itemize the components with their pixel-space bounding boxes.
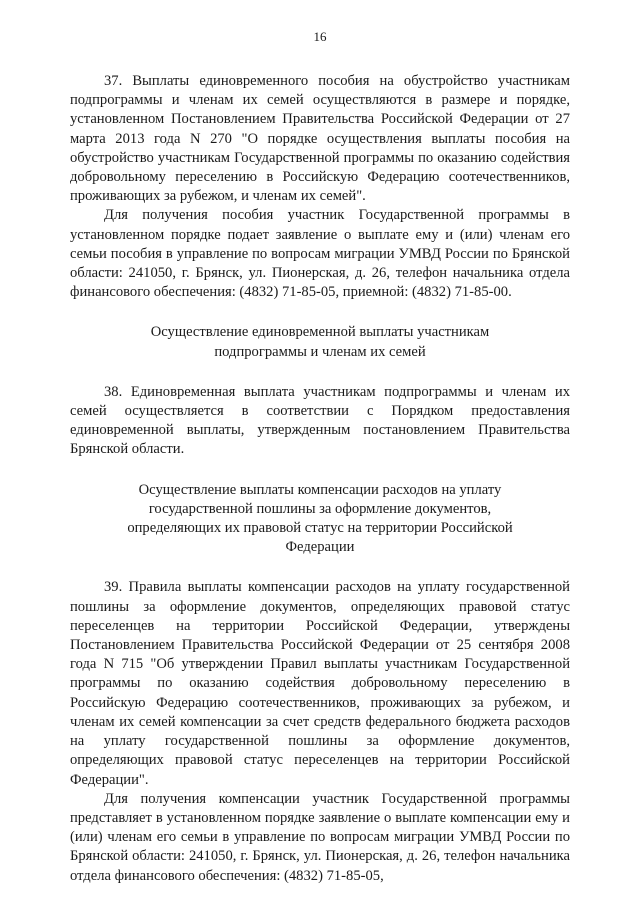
paragraph-39: 39. Правила выплаты компенсации расходов на уплату государственной пошлины за оформление документов, определяющих правовой статус переселенцев на территории Российской Федерации, утверждены Постановлением Правительства Российской Федерации от 25 сентября 2008 года N 715 "Об утверждении Правил выплаты участникам Государственной программы по оказанию содействия добровольному переселению в Российскую Федерацию соотечественников, проживающих за рубежом, и членам их семей компенсации за счет средств федерального бюджета расходов на уплату государственной пошлины за оформление документов, определяющих правовой статус переселенцев на территории Российской Федерации".: [70, 579, 570, 788]
section-heading-lump-sum-payment: Осуществление единовременной выплаты участникам подпрограммы и членам их семей: [150, 324, 490, 360]
paragraph-37: 37. Выплаты единовременного пособия на обустройство участникам подпрограммы и членам их семей осуществляются в размере и порядке, установленном Постановлением Правительства Российской Федерации от 27 марта 2013 года N 270 "О порядке осуществления выплаты пособия на обустройство участникам Государственной программы по оказанию содействия добровольному переселению в Российскую Федерацию соотечественников, проживающих за рубежом, и членам их семей".: [70, 73, 570, 205]
paragraph-38: 38. Единовременная выплата участникам подпрограммы и членам их семей осуществляется в соответствии с Порядком предоставления единовременной выплаты, утвержденным постановлением Правительства Брянской области.: [70, 383, 570, 458]
paragraph-37-application: Для получения пособия участник Государственной программы в установленном порядке подает заявление о выплате ему и (или) членам его семьи пособия в управление по вопросам миграции УМВД России по Брянской области: 241050, г. Брянск, ул. Пионерская, д. 26, телефон начальника отдела финансового обеспечения: (4832) 71-85-05, приемной: (4832) 71-85-00.: [70, 207, 570, 301]
page-number: 16: [313, 29, 327, 44]
paragraph-39-application: Для получения компенсации участник Государственной программы представляет в установленном порядке заявление о выплате компенсации ему и (или) членам его семьи в управление по вопросам миграции УМВД России по Брянской области: 241050, г. Брянск, ул. Пионерская, д. 26, телефон начальника отдела финансового обеспечения: (4832) 71-85-05,: [70, 790, 570, 884]
section-heading-duty-compensation: Осуществление выплаты компенсации расходов на уплату государственной пошлины за оформление документов, определяющих их правовой статус на территории Российской Федерации: [127, 481, 513, 556]
document-body: [70, 72, 570, 886]
